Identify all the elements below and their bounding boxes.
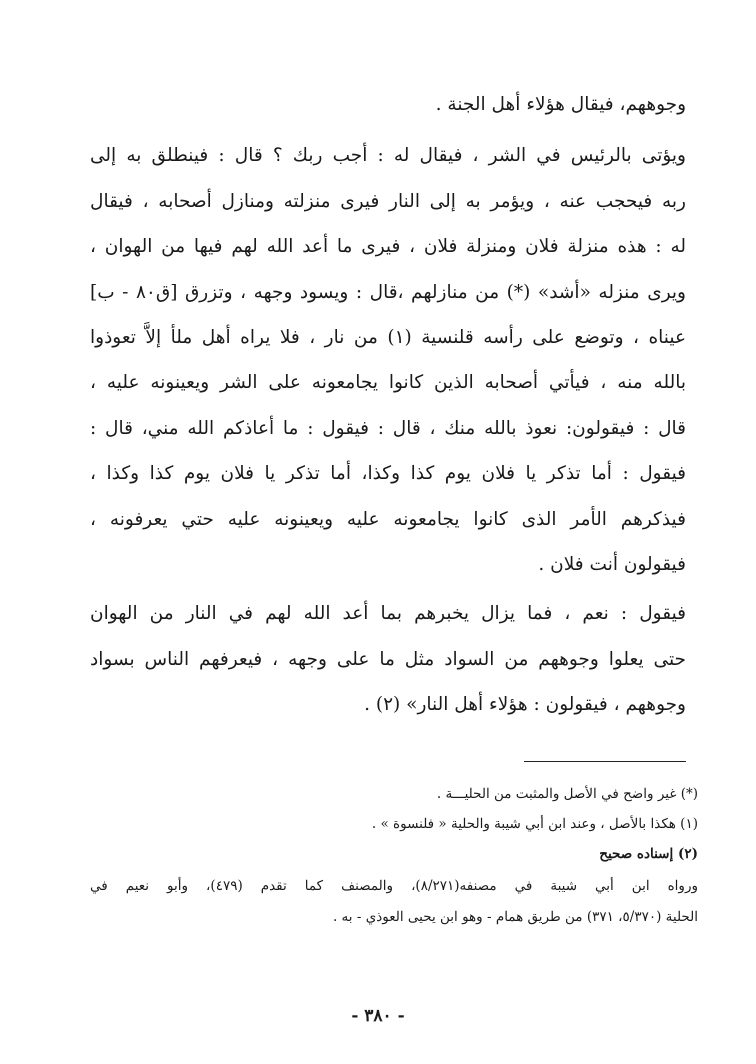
text-line: وجوههم ، فيقولون : هؤلاء أهل النار» (٢) . <box>364 694 686 716</box>
text-line: قال : فيقولون: نعوذ بالله منك ، قال : فيقول : ما أعاذكم الله مني، قال : <box>90 417 686 439</box>
text-line: فيقول : أما تذكر يا فلان يوم كذا وكذا، أما تذكر يا فلان يوم كذا وكذا ، <box>90 463 686 485</box>
paragraph-2 <box>90 133 686 587</box>
paragraph-1 <box>90 82 686 127</box>
text-line: عيناه ، وتوضع على رأسه قلنسية (١) من نار ، فلا يراه أهل ملأ إلاَّ تعوذوا <box>90 326 686 348</box>
text-line: بالله منه ، فيأتي أصحابه الذين كانوا يجامعونه على الشر ويعينونه عليه ، <box>90 372 686 394</box>
text-line: فيقولون أنت فلان . <box>538 553 686 575</box>
text-line: له : هذه منزلة فلان ومنزلة فلان ، فيرى ما أعد الله لهم فيها من الهوان ، <box>90 236 686 258</box>
text-line: وجوههم، فيقال هؤلاء أهل الجنة . <box>435 94 686 115</box>
text-line: فيذكرهم الأمر الذى كانوا يجامعونه عليه ويعينونه عليه حتي يعرفونه ، <box>90 508 686 530</box>
footnote-divider <box>524 761 686 762</box>
footnote: (*) غير واضح في الأصل والمثبت من الحليـــة . <box>436 786 698 802</box>
footnote-source-line: الحلية (٥/٣٧٠، ٣٧١) من طريق همام - وهو ابن يحيى العوذي - به . <box>332 909 698 925</box>
paragraph-3 <box>90 591 686 727</box>
footnote-source-line: ورواه ابن أبي شيبة في مصنفه(٨/٢٧١)، والمصنف كما تقدم (٤٧٩)، وأبو نعيم في <box>90 878 698 894</box>
text-line: ويؤتى بالرئيس في الشر ، فيقال له : أجب ربك ؟ قال : فينطلق به إلى <box>90 145 686 167</box>
page-number: - ٣٨٠ - <box>351 1006 405 1026</box>
text-line: ويرى منزله «أشد» (*) من منازلهم ،قال : ويسود وجهه ، وتزرق [ق٨٠ - ب] <box>90 281 686 303</box>
footnote: (٢) إسناده صحيح <box>599 846 698 862</box>
text-line: فيقول : نعم ، فما يزال يخبرهم بما أعد الله لهم في النار من الهوان <box>90 603 686 625</box>
footnotes <box>90 779 698 933</box>
text-line: حتى يعلوا وجوههم من السواد مثل ما على وجهه ، فيعرفهم الناس بسواد <box>90 648 686 670</box>
footnote: (١) هكذا بالأصل ، وعند ابن أبي شيبة والحلية « فلنسوة » . <box>371 816 698 832</box>
text-line: ربه فيحجب عنه ، ويؤمر به إلى النار فيرى منزلته ومنازل أصحابه ، فيقال <box>90 190 686 212</box>
main-text <box>90 82 686 727</box>
